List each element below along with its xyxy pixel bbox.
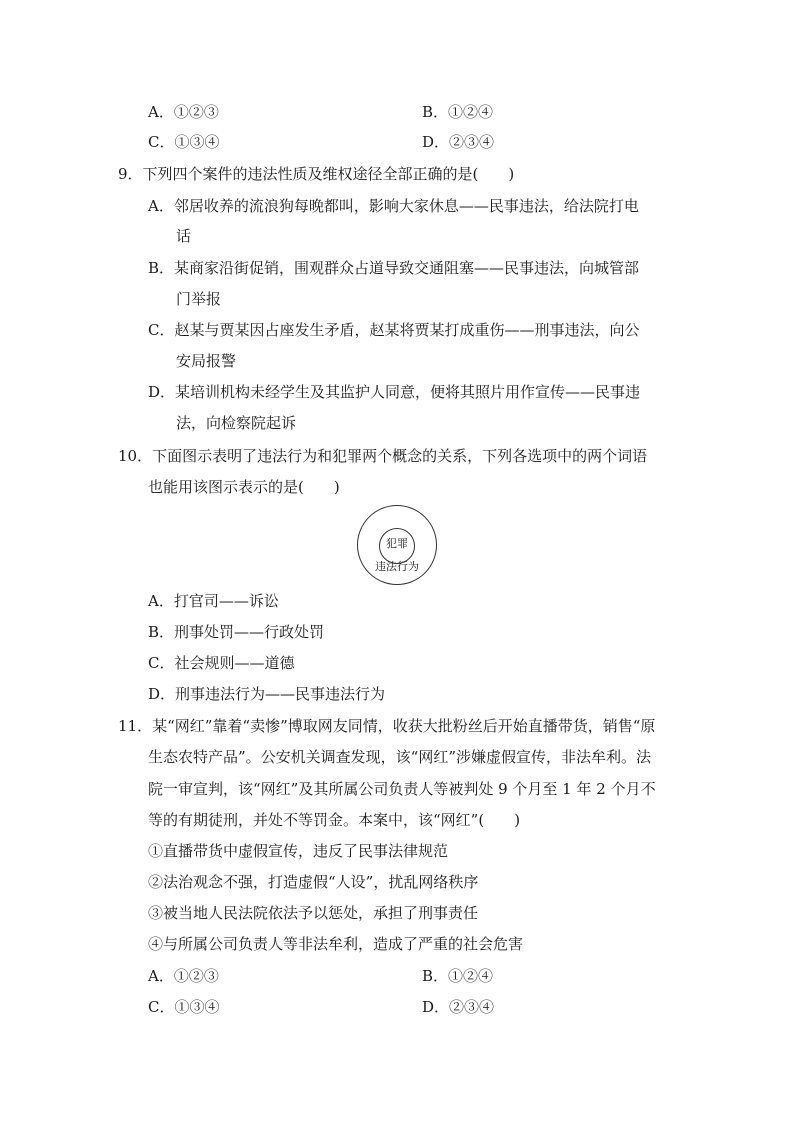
q11-stem-cont-2: 院一审宣判，该“网红”及其所属公司负责人等被判处 9 个月至 1 年 2 个月不 — [148, 780, 656, 798]
q9-option-d-cont: 法，向检察院起诉 — [176, 414, 297, 432]
q8-option-d: D．②③④ — [422, 133, 495, 151]
q11-option-a: A．①②③ — [148, 967, 219, 985]
q10-option-c: C．社会规则——道德 — [148, 654, 295, 672]
q9-option-a: A．邻居收养的流浪狗每晚都叫，影响大家休息——民事违法，给法院打电 — [148, 197, 639, 215]
outer-circle-label: 违法行为 — [375, 560, 419, 573]
q10-option-d: D．刑事违法行为——民事违法行为 — [148, 685, 386, 703]
q8-option-b: B．①②④ — [422, 103, 494, 121]
q9-option-a-cont: 话 — [176, 227, 192, 245]
q9-option-d: D．某培训机构未经学生及其监护人同意，便将其照片用作宣传——民事违 — [148, 383, 641, 401]
q11-statement-4: ④与所属公司负责人等非法牟利，造成了严重的社会危害 — [148, 935, 524, 953]
q10-option-b: B．刑事处罚——行政处罚 — [148, 623, 325, 641]
q8-option-c: C．①③④ — [148, 133, 220, 151]
q9-stem: 9．下列四个案件的违法性质及维权途径全部正确的是( ) — [118, 165, 515, 183]
venn-diagram — [357, 505, 437, 585]
q11-option-d: D．②③④ — [422, 998, 495, 1016]
q11-statement-2: ②法治观念不强，打造虚假“人设”，扰乱网络秩序 — [148, 873, 479, 891]
q11-option-c: C．①③④ — [148, 998, 220, 1016]
q11-stem: 11．某“网红”靠着“卖惨”博取网友同情，收获大批粉丝后开始直播带货，销售“原 — [118, 717, 656, 735]
q9-option-c: C．赵某与贾某因占座发生矛盾，赵某将贾某打成重伤——刑事违法，向公 — [148, 321, 640, 339]
q9-option-b: B．某商家沿街促销，围观群众占道导致交通阻塞——民事违法，向城管部 — [148, 259, 640, 277]
q9-option-c-cont: 安局报警 — [176, 352, 237, 370]
q11-statement-3: ③被当地人民法院依法予以惩处，承担了刑事责任 — [148, 904, 479, 922]
q11-option-b: B．①②④ — [422, 967, 494, 985]
q11-stem-cont-3: 等的有期徒刑，并处不等罚金。本案中，该“网红”( ) — [148, 811, 521, 829]
q11-stem-cont-1: 生态农特产品”。公安机关调查发现，该“网红”涉嫌虚假宣传，非法牟利。法 — [148, 748, 652, 766]
q8-option-a: A．①②③ — [148, 103, 219, 121]
inner-circle-label: 犯罪 — [386, 537, 408, 550]
q11-statement-1: ①直播带货中虚假宣传，违反了民事法律规范 — [148, 842, 449, 860]
q10-option-a: A．打官司——诉讼 — [148, 592, 279, 610]
q9-option-b-cont: 门举报 — [176, 290, 222, 308]
q10-stem: 10．下面图示表明了违法行为和犯罪两个概念的关系，下列各选项中的两个词语 — [118, 447, 648, 465]
q10-stem-cont: 也能用该图示表示的是( ) — [148, 478, 340, 496]
